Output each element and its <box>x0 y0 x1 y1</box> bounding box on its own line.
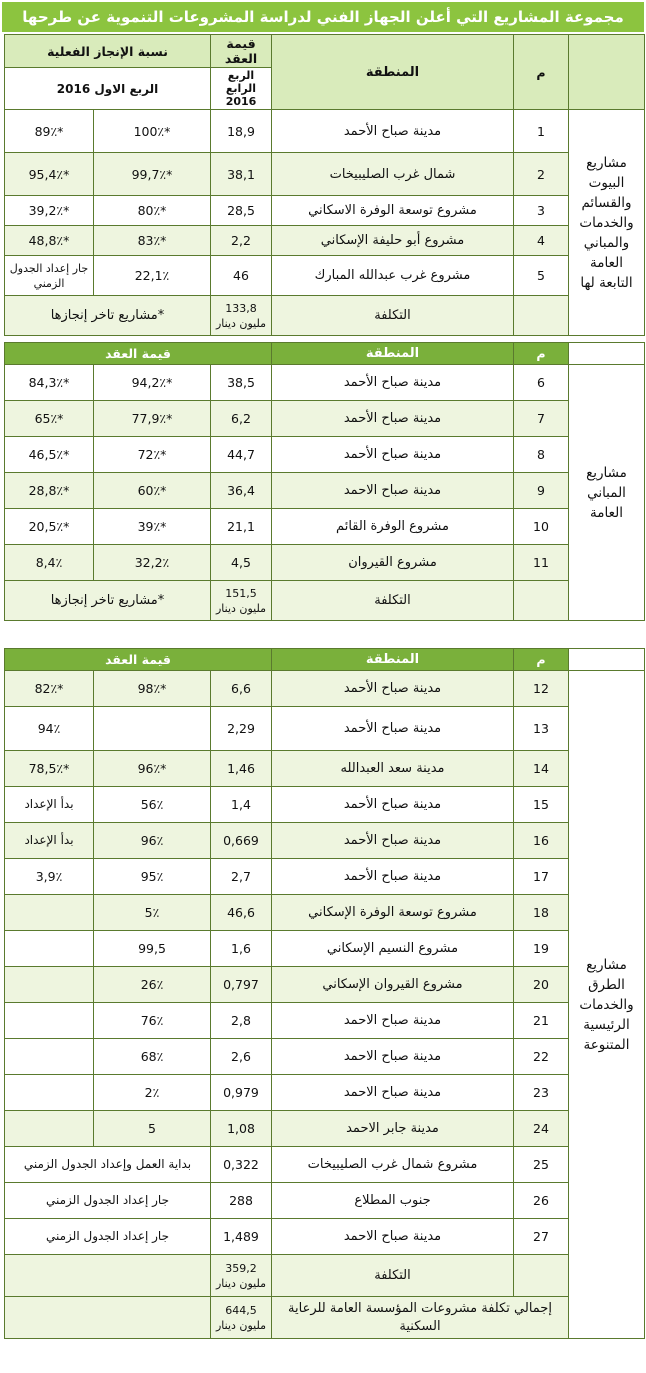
area-cell: مدينة صباح الاحمد <box>272 1219 514 1255</box>
area-cell: مدينة صباح الاحمد <box>272 473 514 509</box>
table-row <box>5 707 645 751</box>
m-cell: 2 <box>514 153 569 196</box>
q1-cell: 39,2٪* <box>5 196 94 226</box>
table-row <box>5 751 645 787</box>
q1-cell: جار إعداد الجدول الزمني <box>5 256 94 296</box>
section2-table <box>4 342 645 621</box>
area-cell: مدينة صباح الأحمد <box>272 110 514 153</box>
area-cell: مدينة صباح الاحمد <box>272 1075 514 1111</box>
q4-cell: 5٪ <box>94 895 211 931</box>
q1-cell <box>5 931 94 967</box>
value-cell: 2,7 <box>211 859 272 895</box>
cost-m-blank <box>514 581 569 621</box>
table-row <box>5 1219 645 1255</box>
q4-cell: 39٪* <box>94 509 211 545</box>
area-cell: مدينة صباح الاحمد <box>272 1039 514 1075</box>
page-title: مجموعة المشاريع التي أعلن الجهاز الفني لدراسة المشروعات التنموية عن طرحها <box>2 2 644 32</box>
q4-cell: 56٪ <box>94 787 211 823</box>
section3-table <box>4 648 645 1339</box>
q4-cell: 5 <box>94 1111 211 1147</box>
header-area: المنطقة <box>272 343 514 365</box>
area-cell: مدينة صباح الأحمد <box>272 365 514 401</box>
q1-cell <box>5 1003 94 1039</box>
value-cell: 1,08 <box>211 1111 272 1147</box>
q4-cell: 32,2٪ <box>94 545 211 581</box>
q1-cell: 20,5٪* <box>5 509 94 545</box>
header-q1: الربع الاول 2016 <box>5 68 211 110</box>
cost-value: 359,2 مليون دينار <box>211 1255 272 1297</box>
area-cell: مشروع القيروان <box>272 545 514 581</box>
status-cell: جار إعداد الجدول الزمني <box>5 1183 211 1219</box>
value-cell: 36,4 <box>211 473 272 509</box>
cost-m-blank <box>514 296 569 336</box>
area-cell: مدينة صباح الأحمد <box>272 823 514 859</box>
m-cell: 10 <box>514 509 569 545</box>
q4-cell: 96٪ <box>94 823 211 859</box>
q4-cell: 99,5 <box>94 931 211 967</box>
header-contract-value: قيمة العقد <box>211 35 272 68</box>
q1-cell: 48,8٪* <box>5 226 94 256</box>
table-row <box>5 226 645 256</box>
q1-cell: بدأ الإعداد <box>5 787 94 823</box>
group-label: مشاريع البيوت والقسائم والخدمات والمباني العامة التابعة لها <box>569 110 645 336</box>
table-row <box>5 1075 645 1111</box>
cost-value: 151,5 مليون دينار <box>211 581 272 621</box>
m-cell: 13 <box>514 707 569 751</box>
area-cell: مشروع شمال غرب الصليبيخات <box>272 1147 514 1183</box>
value-cell: 38,5 <box>211 365 272 401</box>
value-cell: 46,6 <box>211 895 272 931</box>
q1-cell: 3,9٪ <box>5 859 94 895</box>
q4-cell: 26٪ <box>94 967 211 1003</box>
q1-cell: 82٪* <box>5 671 94 707</box>
value-cell: 2,29 <box>211 707 272 751</box>
value-cell: 0,797 <box>211 967 272 1003</box>
m-cell: 20 <box>514 967 569 1003</box>
area-cell: مشروع توسعة الوفرة الاسكاني <box>272 196 514 226</box>
header-m: م <box>514 649 569 671</box>
table-row <box>5 1111 645 1147</box>
q1-cell: 95,4٪* <box>5 153 94 196</box>
cost-m-blank <box>514 1255 569 1297</box>
m-cell: 8 <box>514 437 569 473</box>
area-cell: مدينة سعد العبدالله <box>272 751 514 787</box>
q1-cell <box>5 895 94 931</box>
q1-cell: 94٪ <box>5 707 94 751</box>
value-cell: 6,2 <box>211 401 272 437</box>
table-row <box>5 545 645 581</box>
q1-cell: 84,3٪* <box>5 365 94 401</box>
total-label: إجمالي تكلفة مشروعات المؤسسة العامة للرعاية السكنية <box>272 1297 569 1339</box>
value-cell: 0,669 <box>211 823 272 859</box>
area-cell: مدينة صباح الأحمد <box>272 787 514 823</box>
m-cell: 14 <box>514 751 569 787</box>
table-row <box>5 859 645 895</box>
value-cell: 46 <box>211 256 272 296</box>
value-cell: 6,6 <box>211 671 272 707</box>
m-cell: 26 <box>514 1183 569 1219</box>
q4-cell: 100٪* <box>94 110 211 153</box>
q4-cell: 83٪* <box>94 226 211 256</box>
table-row <box>5 671 645 707</box>
header-q4: الربع الرابع 2016 <box>211 68 272 110</box>
group-label: مشاريع الطرق والخدمات الرئيسية المتنوعة <box>569 671 645 1339</box>
section1-table <box>4 34 645 336</box>
m-cell: 16 <box>514 823 569 859</box>
q1-cell: 46,5٪* <box>5 437 94 473</box>
q4-cell: 2٪ <box>94 1075 211 1111</box>
value-cell: 2,6 <box>211 1039 272 1075</box>
q4-cell: 99,7٪* <box>94 153 211 196</box>
m-cell: 7 <box>514 401 569 437</box>
value-cell: 1,6 <box>211 931 272 967</box>
area-cell: جنوب المطلاع <box>272 1183 514 1219</box>
header-m: م <box>514 343 569 365</box>
header-actual-ratio: نسبة الإنجاز الفعلية <box>5 35 211 68</box>
table-row <box>5 401 645 437</box>
group-label: مشاريع المباني العامة <box>569 365 645 621</box>
area-cell: مدينة صباح الاحمد <box>272 1003 514 1039</box>
m-cell: 5 <box>514 256 569 296</box>
q1-cell <box>5 1075 94 1111</box>
table-row <box>5 365 645 401</box>
header-blank <box>569 35 645 110</box>
value-cell: 0,322 <box>211 1147 272 1183</box>
table-row <box>5 473 645 509</box>
area-cell: مشروع توسعة الوفرة الإسكاني <box>272 895 514 931</box>
table-row <box>5 1003 645 1039</box>
q4-cell: 22,1٪ <box>94 256 211 296</box>
table-row <box>5 1039 645 1075</box>
value-cell: 2,2 <box>211 226 272 256</box>
q4-cell: 94,2٪* <box>94 365 211 401</box>
value-cell: 44,7 <box>211 437 272 473</box>
m-cell: 24 <box>514 1111 569 1147</box>
m-cell: 17 <box>514 859 569 895</box>
area-cell: مدينة صباح الأحمد <box>272 671 514 707</box>
area-cell: مدينة صباح الأحمد <box>272 401 514 437</box>
m-cell: 23 <box>514 1075 569 1111</box>
table-row <box>5 967 645 1003</box>
q1-cell: 78,5٪* <box>5 751 94 787</box>
q1-cell: 65٪* <box>5 401 94 437</box>
area-cell: مشروع الوفرة القائم <box>272 509 514 545</box>
status-cell: جار إعداد الجدول الزمني <box>5 1219 211 1255</box>
value-cell: 2,8 <box>211 1003 272 1039</box>
cost-label: التكلفة <box>272 581 514 621</box>
area-cell: مدينة صباح الأحمد <box>272 707 514 751</box>
cost-value: 133,8 مليون دينار <box>211 296 272 336</box>
area-cell: مشروع غرب عبدالله المبارك <box>272 256 514 296</box>
header-m: م <box>514 35 569 110</box>
q1-cell: 8,4٪ <box>5 545 94 581</box>
q4-cell: 80٪* <box>94 196 211 226</box>
m-cell: 6 <box>514 365 569 401</box>
table-row <box>5 931 645 967</box>
table-row <box>5 509 645 545</box>
area-cell: مشروع النسيم الإسكاني <box>272 931 514 967</box>
value-cell: 38,1 <box>211 153 272 196</box>
m-cell: 9 <box>514 473 569 509</box>
cost-blank <box>5 1255 211 1297</box>
area-cell: مدينة صباح الأحمد <box>272 859 514 895</box>
total-value: 644,5 مليون دينار <box>211 1297 272 1339</box>
area-cell: مدينة صباح الأحمد <box>272 437 514 473</box>
value-cell: 28,5 <box>211 196 272 226</box>
q4-cell: 72٪* <box>94 437 211 473</box>
area-cell: مشروع أبو حليفة الإسكاني <box>272 226 514 256</box>
delay-note: *مشاريع تاخر إنجازها <box>5 296 211 336</box>
m-cell: 3 <box>514 196 569 226</box>
table-row <box>5 1147 645 1183</box>
q4-cell: 76٪ <box>94 1003 211 1039</box>
m-cell: 1 <box>514 110 569 153</box>
table-row <box>5 895 645 931</box>
m-cell: 15 <box>514 787 569 823</box>
status-cell: بداية العمل وإعداد الجدول الزمني <box>5 1147 211 1183</box>
m-cell: 22 <box>514 1039 569 1075</box>
value-cell: 1,46 <box>211 751 272 787</box>
q4-cell: 98٪* <box>94 671 211 707</box>
m-cell: 4 <box>514 226 569 256</box>
table-row <box>5 787 645 823</box>
m-cell: 21 <box>514 1003 569 1039</box>
q4-cell <box>94 707 211 751</box>
m-cell: 27 <box>514 1219 569 1255</box>
m-cell: 11 <box>514 545 569 581</box>
cost-label: التكلفة <box>272 1255 514 1297</box>
q4-cell: 60٪* <box>94 473 211 509</box>
table-row <box>5 256 645 296</box>
table-row <box>5 823 645 859</box>
table-row <box>5 1183 645 1219</box>
value-cell: 1,489 <box>211 1219 272 1255</box>
q1-cell <box>5 967 94 1003</box>
m-cell: 12 <box>514 671 569 707</box>
table-row <box>5 110 645 153</box>
header-blank <box>569 343 645 365</box>
header-area: المنطقة <box>272 649 514 671</box>
m-cell: 18 <box>514 895 569 931</box>
q1-cell: 28,8٪* <box>5 473 94 509</box>
value-cell: 21,1 <box>211 509 272 545</box>
q4-cell: 96٪* <box>94 751 211 787</box>
m-cell: 19 <box>514 931 569 967</box>
m-cell: 25 <box>514 1147 569 1183</box>
total-blank <box>5 1297 211 1339</box>
value-cell: 288 <box>211 1183 272 1219</box>
q4-cell: 68٪ <box>94 1039 211 1075</box>
header-contract-value: قيمة العقد <box>5 343 272 365</box>
q1-cell: 89٪* <box>5 110 94 153</box>
q1-cell <box>5 1111 94 1147</box>
delay-note: *مشاريع تاخر إنجازها <box>5 581 211 621</box>
table-row <box>5 437 645 473</box>
value-cell: 18,9 <box>211 110 272 153</box>
q4-cell: 95٪ <box>94 859 211 895</box>
value-cell: 4,5 <box>211 545 272 581</box>
area-cell: مشروع القيروان الإسكاني <box>272 967 514 1003</box>
value-cell: 0,979 <box>211 1075 272 1111</box>
header-area: المنطقة <box>272 35 514 110</box>
cost-label: التكلفة <box>272 296 514 336</box>
q1-cell: بدأ الإعداد <box>5 823 94 859</box>
value-cell: 1,4 <box>211 787 272 823</box>
q1-cell <box>5 1039 94 1075</box>
header-blank <box>569 649 645 671</box>
table-row <box>5 153 645 196</box>
header-contract-value: قيمة العقد <box>5 649 272 671</box>
area-cell: مدينة جابر الاحمد <box>272 1111 514 1147</box>
table-row <box>5 196 645 226</box>
q4-cell: 77,9٪* <box>94 401 211 437</box>
area-cell: شمال غرب الصليبيخات <box>272 153 514 196</box>
